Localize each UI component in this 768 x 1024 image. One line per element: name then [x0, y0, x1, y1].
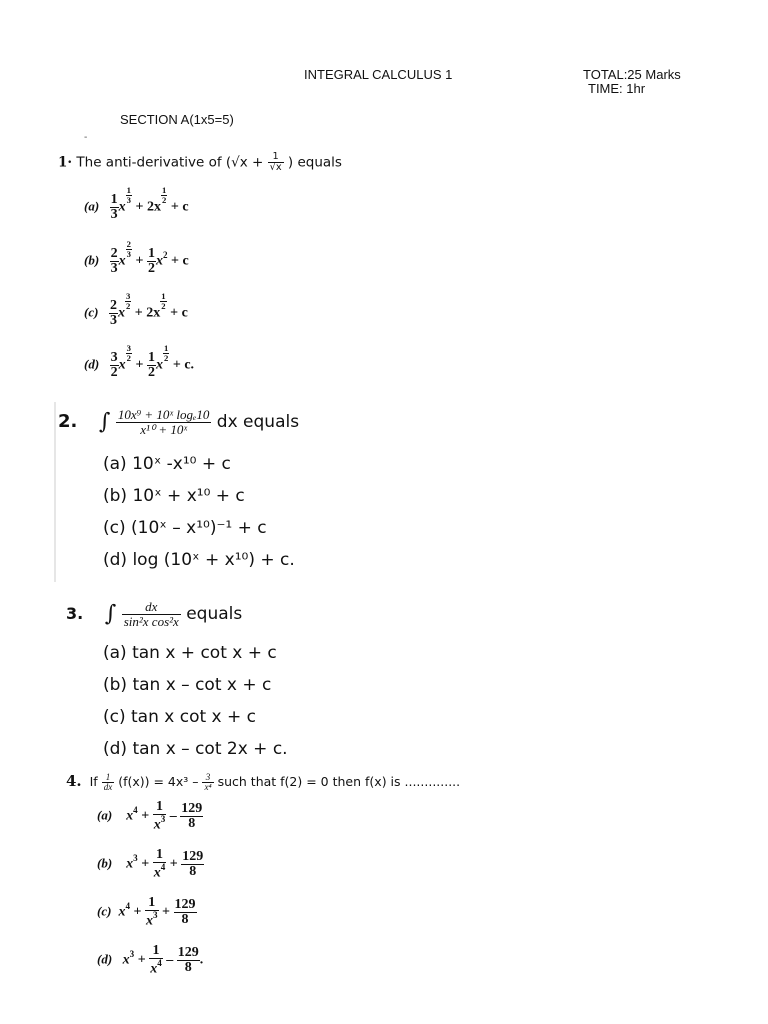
question-2-integrand: $\frac{\text{10x⁹ + 10ˣ logₑ10}}{\text{x¹⁰ + 10ˣ}}$ — [117, 407, 210, 437]
question-3-option-d: (d) tan x – cot 2x + c. — [103, 739, 288, 759]
question-1-option-c: (c) $\frac{2}{3}$ x $\frac{3}{2}$ + 2x $\frac{1}{2}$ + c — [84, 291, 188, 328]
question-3-option-a: (a) tan x + cot x + c — [103, 643, 277, 663]
question-3-number: 3. — [66, 604, 84, 624]
question-4-fraction: $\frac{3}{\text{x⁴}}$ — [204, 771, 212, 792]
question-2-suffix: dx equals — [216, 412, 300, 433]
question-1-option-d: (d) $\frac{3}{2}$ x $\frac{3}{2}$ + $\frac{1}{2}$ x $\frac{1}{2}$ + c. — [84, 343, 195, 380]
question-4-option-b: (b) $x^3$ + $\frac{1}{x^4}$ + $\frac{129}{8}$ — [97, 847, 204, 881]
derivative-operator: $\frac{1}{dx}$ — [103, 771, 113, 792]
question-2-option-c: (c) (10ˣ – x¹⁰)⁻¹ + c — [103, 518, 267, 538]
question-3-integrand: $\frac{dx}{\text{sin²x cos²x}}$ — [123, 599, 179, 629]
section-heading: SECTION A(1x5=5) — [120, 112, 234, 127]
question-2-option-a: (a) 10ˣ -x¹⁰ + c — [103, 454, 231, 474]
stray-mark: - — [84, 132, 88, 143]
question-4-option-a: (a) $x^4$ + $\frac{1}{x^3}$ – $\frac{129}{8}$ — [97, 799, 203, 833]
time-allowed: TIME: 1hr — [588, 81, 646, 96]
question-4-stem: 4. If $\frac{1}{dx}$ (f(x)) = 4x³ – $\frac{3}{\text{x⁴}}$ such that f(2) = 0 then f(x) is .............. — [66, 771, 461, 792]
question-2-number: 2. — [58, 411, 78, 433]
question-3-suffix: equals — [186, 604, 243, 625]
question-2-option-d: (d) log (10ˣ + x¹⁰) + c. — [103, 550, 295, 570]
question-4-number: 4. — [66, 772, 82, 790]
question-2-stem — [58, 408, 299, 436]
question-1-option-a: (a) $\frac{1}{3}$ x $\frac{1}{3}$ + 2x $\frac{1}{2}$ + c — [84, 185, 189, 222]
question-2-option-b: (b) 10ˣ + x¹⁰ + c — [103, 486, 245, 506]
question-1-option-b: (b) $\frac{2}{3}$ x $\frac{2}{3}$ + $\frac{1}{2}$ $x^2 + c$ — [84, 239, 189, 276]
question-4-option-d: (d) $x^3$ + $\frac{1}{x^4}$ – $\frac{129}{8}$ . — [97, 943, 204, 977]
scan-edge-divider — [54, 402, 56, 582]
total-marks: TOTAL:25 Marks — [583, 67, 681, 82]
question-3-stem — [66, 600, 242, 628]
question-1-number: 1· — [58, 154, 73, 171]
integral-sign: ∫ — [99, 409, 111, 435]
integral-sign: ∫ — [104, 601, 117, 627]
question-3-option-c: (c) tan x cot x + c — [103, 707, 257, 727]
question-3-option-b: (b) tan x – cot x + c — [103, 675, 272, 695]
question-4-option-c: (c) $x^4$ + $\frac{1}{x^3}$ + $\frac{129}{8}$ — [97, 895, 196, 929]
exam-title: INTEGRAL CALCULUS 1 — [304, 67, 453, 82]
question-1-text-prefix: The anti-derivative of (√x + — [76, 154, 264, 171]
question-1-stem — [58, 152, 342, 173]
question-1-fraction: $\frac{1}{√x}$ — [269, 151, 282, 174]
question-1-text-suffix: ) equals — [287, 154, 342, 171]
